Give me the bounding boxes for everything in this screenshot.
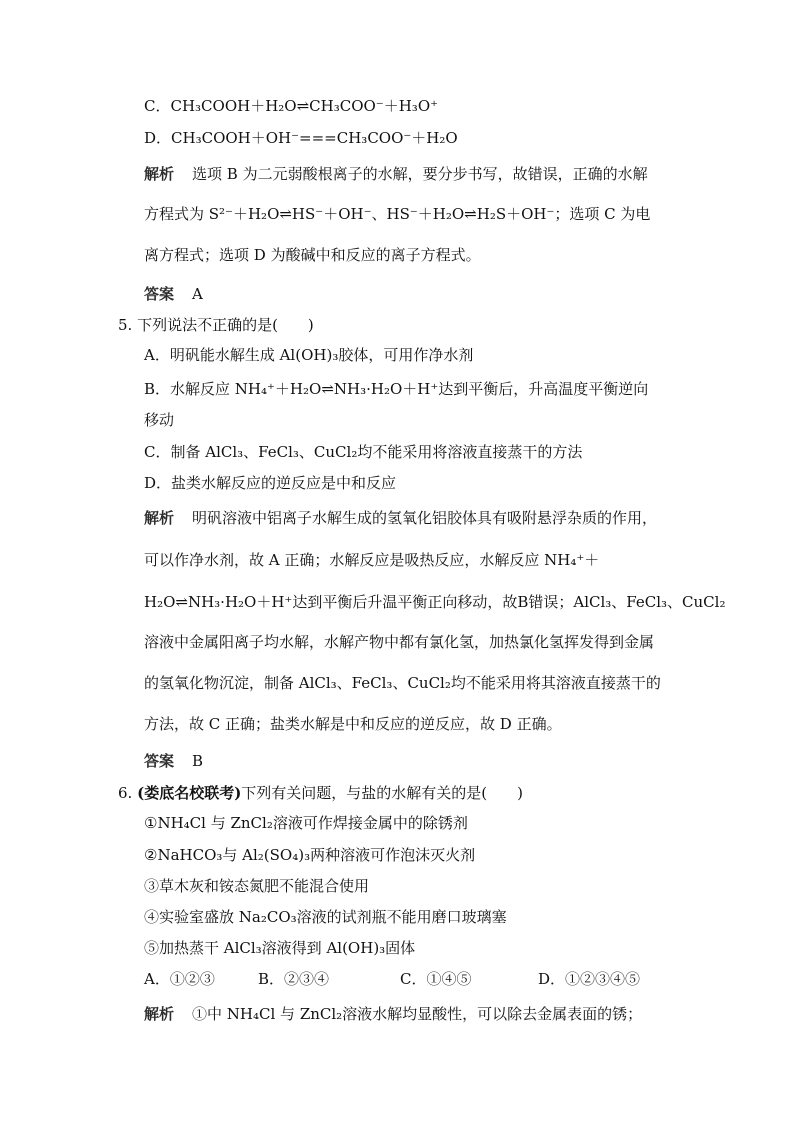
q5-answer [144,751,203,771]
analysis-text: 选项 B 为二元弱酸根离子的水解，要分步书写，故错误，正确的水解 [192,165,648,183]
q5-stem: 5. 下列说法不正确的是( ) [118,316,314,334]
q5-option-b-line-1: B．水解反应 NH₄⁺＋H₂O⇌NH₃·H₂O＋H⁺达到平衡后，升高温度平衡逆向 [144,380,649,398]
q5-analysis-line-3: H₂O⇌NH₃·H₂O＋H⁺达到平衡后升温平衡正向移动，故B错误；AlCl₃、FeCl₃、CuCl₂ [144,593,726,611]
answer-label: 答案 [144,285,175,303]
q5-option-b-line-2: 移动 [144,411,175,429]
answer-value: B [192,752,204,770]
q6-stem [118,783,523,803]
prev-analysis-line-2: 方程式为 S²⁻＋H₂O⇌HS⁻＋OH⁻、HS⁻＋H₂O⇌H₂S＋OH⁻；选项 C 为电 [144,205,651,223]
analysis-text: ①中 NH₄Cl 与 ZnCl₂溶液水解均显酸性，可以除去金属表面的锈； [192,1005,643,1023]
q5-analysis-line-6: 方法，故 C 正确；盐类水解是中和反应的逆反应，故 D 正确。 [144,715,562,733]
q5-option-c: C．制备 AlCl₃、FeCl₃、CuCl₂均不能采用将溶液直接蒸干的方法 [144,443,583,461]
analysis-label: 解析 [144,1005,175,1023]
q6-choice-b: B．②③④ [258,970,330,988]
q6-item-2: ②NaHCO₃与 Al₂(SO₄)₃两种溶液可作泡沫灭火剂 [144,846,476,864]
q6-item-1: ①NH₄Cl 与 ZnCl₂溶液可作焊接金属中的除锈剂 [144,814,468,832]
analysis-text: 明矾溶液中铝离子水解生成的氢氧化铝胶体具有吸附悬浮杂质的作用， [192,509,658,527]
answer-label: 答案 [144,752,175,770]
analysis-label: 解析 [144,509,175,527]
q5-option-d: D．盐类水解反应的逆反应是中和反应 [144,474,397,492]
q6-number: 6. [118,784,133,802]
q6-choice-a: A．①②③ [144,970,215,988]
q5-analysis-line-4: 溶液中金属阳离子均水解，水解产物中都有氯化氢，加热氯化氢挥发得到金属 [144,633,655,651]
q6-choice-c: C．①④⑤ [400,970,472,988]
q6-item-5: ⑤加热蒸干 AlCl₃溶液得到 Al(OH)₃固体 [144,939,416,957]
q6-stem-text: 下列有关问题，与盐的水解有关的是( ) [241,784,524,802]
q5-analysis-line-1 [144,508,657,528]
analysis-label: 解析 [144,165,175,183]
q5-option-a: A．明矾能水解生成 Al(OH)₃胶体，可用作净水剂 [144,346,474,364]
answer-value: A [192,285,203,303]
prev-answer [144,284,203,304]
q6-item-4: ④实验室盛放 Na₂CO₃溶液的试剂瓶不能用磨口玻璃塞 [144,908,507,926]
prev-option-c: C．CH₃COOH＋H₂O⇌CH₃COO⁻＋H₃O⁺ [144,97,439,115]
prev-option-d: D．CH₃COOH＋OH⁻===CH₃COO⁻＋H₂O [144,129,458,147]
q5-analysis-line-5: 的氢氧化物沉淀，制备 AlCl₃、FeCl₃、CuCl₂均不能采用将其溶液直接蒸干的 [144,674,661,692]
q6-item-3: ③草木灰和铵态氮肥不能混合使用 [144,877,370,895]
prev-analysis-line-3: 离方程式；选项 D 为酸碱中和反应的离子方程式。 [144,246,481,264]
prev-analysis-line-1 [144,164,648,184]
q6-analysis-line-1 [144,1004,642,1024]
q6-source: (娄底名校联考) [137,784,242,802]
q5-analysis-line-2: 可以作净水剂，故 A 正确；水解反应是吸热反应，水解反应 NH₄⁺＋ [144,551,600,569]
q6-choice-d: D．①②③④⑤ [538,970,641,988]
